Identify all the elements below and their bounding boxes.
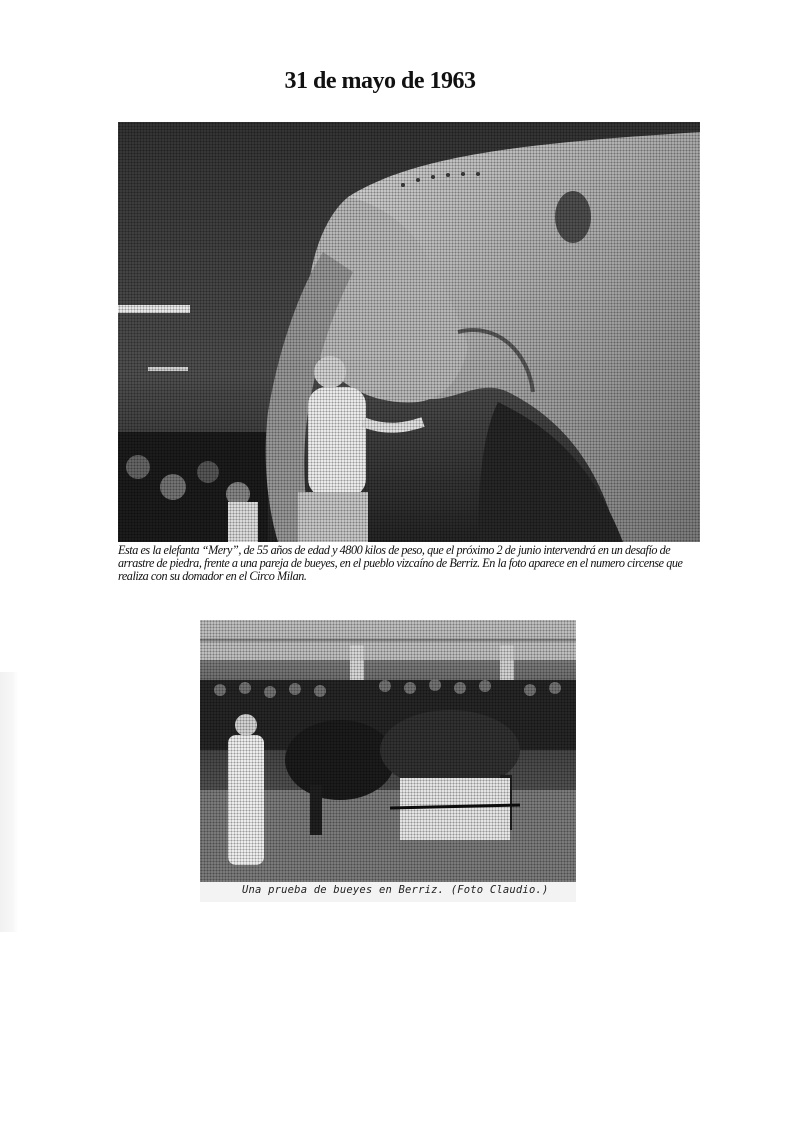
page-title: 31 de mayo de 1963 <box>284 68 476 94</box>
scan-edge-shadow <box>0 672 18 932</box>
halftone-overlay <box>118 122 700 542</box>
oxen-photo-caption-box <box>200 882 576 902</box>
elephant-photo-caption: Esta es la elefanta “Mery”, de 55 años de edad y 4800 kilos de peso, que el próximo 2 de junio intervendrá en un desafío de arrastre de piedra, frente a una pareja de bueyes, en el pueblo vizcaíno de Berriz. En la foto aparece en el numero circense que realiza con su domador en el Circo Milan. <box>118 543 683 583</box>
oxen-photo-caption: Una prueba de bueyes en Berriz. (Foto Claudio.) <box>242 884 549 896</box>
halftone-overlay <box>200 620 576 882</box>
oxen-photo <box>200 620 576 882</box>
elephant-photo <box>118 122 700 542</box>
